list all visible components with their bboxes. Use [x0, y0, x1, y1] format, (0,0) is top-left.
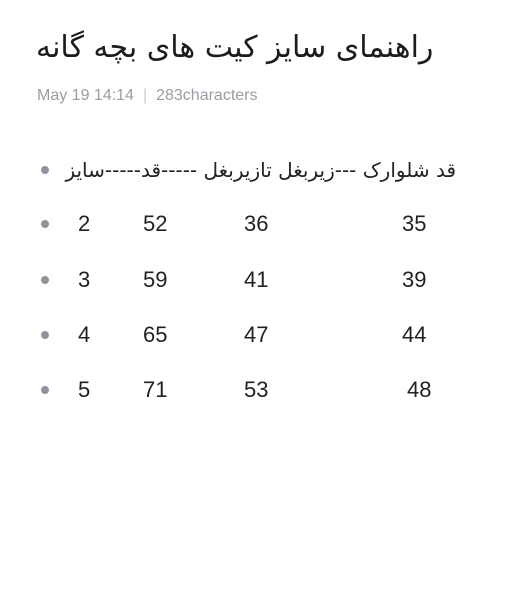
list-bullet	[41, 386, 49, 394]
pants-length-cell: 44	[402, 322, 427, 347]
size-cell: 2	[78, 211, 91, 236]
list-bullet	[41, 331, 49, 339]
list-bullet	[41, 166, 49, 174]
size-cell: 5	[78, 377, 91, 402]
character-count: 283characters	[156, 87, 258, 104]
list-bullet	[41, 220, 49, 228]
height-cell: 59	[143, 267, 168, 292]
size-cell: 4	[78, 322, 91, 347]
pants-length-cell: 48	[407, 377, 432, 402]
meta-separator: |	[142, 87, 148, 104]
size-list-header: قد شلوارک ---زیربغل تازیربغل -----قد-----سایز	[65, 158, 456, 182]
pants-length-cell: 39	[402, 267, 427, 292]
height-cell: 71	[143, 377, 168, 402]
armpit-cell: 47	[244, 322, 269, 347]
size-cell: 3	[78, 267, 91, 292]
pants-length-cell: 35	[402, 211, 427, 236]
post-date: May 19 14:14	[37, 87, 134, 104]
page-title: راهنمای سایز کیت های بچه گانه	[36, 30, 434, 65]
armpit-cell: 41	[244, 267, 269, 292]
armpit-cell: 53	[244, 377, 269, 402]
height-cell: 52	[143, 211, 168, 236]
height-cell: 65	[143, 322, 168, 347]
armpit-cell: 36	[244, 211, 269, 236]
list-bullet	[41, 276, 49, 284]
